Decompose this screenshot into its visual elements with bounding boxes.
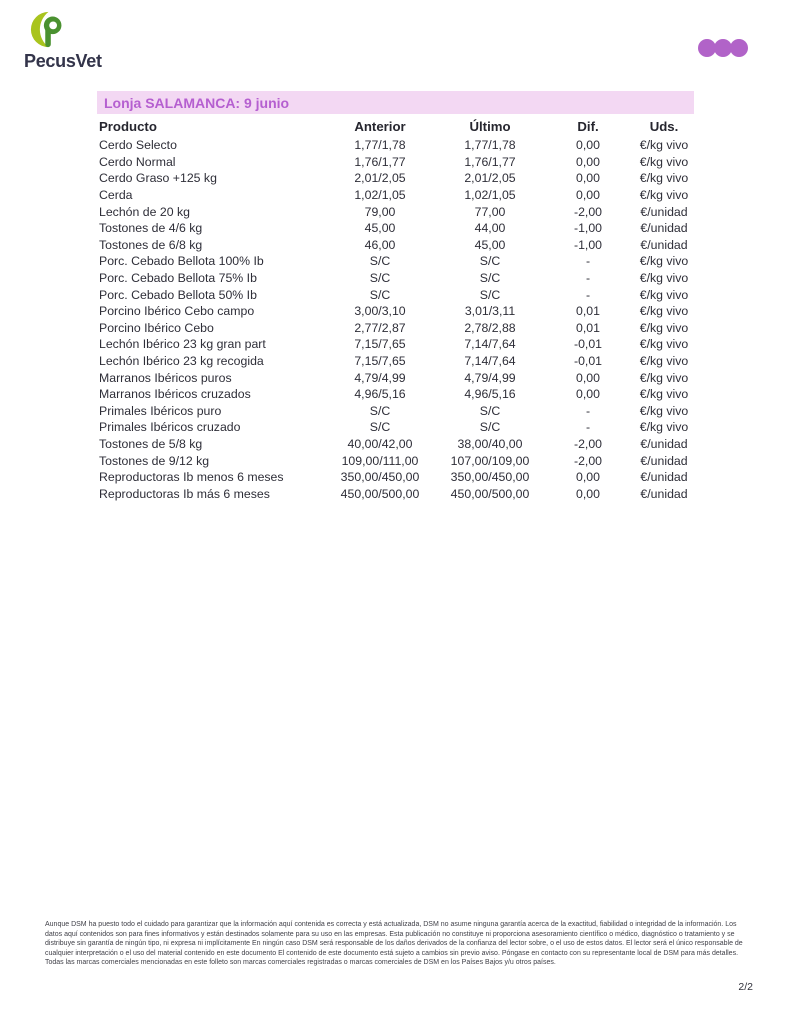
- uds-cell: €/kg vivo: [639, 354, 689, 369]
- anterior-cell: 350,00/450,00: [340, 470, 420, 485]
- table-row: [97, 353, 694, 370]
- dif-cell: -: [585, 420, 591, 435]
- uds-cell: €/unidad: [640, 204, 688, 219]
- uds-cell: €/kg vivo: [639, 370, 689, 385]
- dif-cell: -: [585, 403, 591, 418]
- col-header-anterior: Anterior: [354, 119, 406, 134]
- ultimo-cell: 45,00: [474, 237, 506, 252]
- col-header-uds: Uds.: [649, 119, 679, 134]
- pecusvet-logo-icon: [30, 11, 67, 48]
- table-row: [97, 452, 694, 469]
- ultimo-cell: S/C: [479, 254, 501, 269]
- col-header-producto: Producto: [99, 119, 157, 134]
- price-table-wrap: [97, 116, 694, 502]
- anterior-cell: 109,00/111,00: [341, 453, 419, 468]
- uds-cell: €/kg vivo: [639, 271, 689, 286]
- table-row: [97, 137, 694, 154]
- anterior-cell: 1,76/1,77: [354, 154, 406, 169]
- dif-cell: 0,00: [576, 470, 600, 485]
- producto-cell: Cerdo Selecto: [99, 138, 177, 153]
- table-row: [97, 303, 694, 320]
- producto-cell: Cerda: [99, 188, 133, 203]
- ultimo-cell: S/C: [479, 287, 501, 302]
- footer-disclaimer: Aunque DSM ha puesto todo el cuidado para garantizar que la información aquí contenida es correcta y está actualizada, DSM no asume ninguna garantía acerca de la exactitud, fiabilidad o integridad de la información. Los datos aquí contenidos son para fines informativos y están destinados solamente para su uso en las empresas. Esta publicación no constituye ni proporciona asesoramiento científico o médico, diagnóstico o tratamiento y se distribuye sin garantía de ningún tipo, ni expresa ni implícitamente En ningún caso DSM será responsable de los daños derivados de la confianza del lector sobre, o el uso de estos datos. El lector será el único responsable de cualquier interpretación o el uso del material contenido en este documento El contenido de este documento está sujeto a cambios sin previo aviso. Póngase en contacto con su representante local de DSM para más detalles. Todas las marcas comerciales mencionadas en este folleto son marcas comerciales registradas o marcas comerciales de DSM en los Países Bajos y/u otros países.: [45, 921, 743, 967]
- producto-cell: Porc. Cebado Bellota 75% Ib: [99, 271, 257, 286]
- anterior-cell: 450,00/500,00: [340, 486, 420, 501]
- anterior-cell: 2,77/2,87: [354, 320, 406, 335]
- dif-cell: -: [585, 254, 591, 269]
- table-row: [97, 270, 694, 287]
- dif-cell: -: [585, 287, 591, 302]
- producto-cell: Tostones de 4/6 kg: [99, 221, 203, 236]
- table-row: [97, 485, 694, 502]
- dif-cell: 0,00: [576, 171, 600, 186]
- producto-cell: Tostones de 5/8 kg: [99, 436, 203, 451]
- anterior-cell: 1,02/1,05: [354, 188, 406, 203]
- ultimo-cell: S/C: [479, 271, 501, 286]
- producto-cell: Lechón de 20 kg: [99, 204, 190, 219]
- ultimo-cell: 7,14/7,64: [464, 354, 516, 369]
- producto-cell: Porc. Cebado Bellota 100% Ib: [99, 254, 264, 269]
- anterior-cell: 79,00: [364, 204, 396, 219]
- brand-wordmark: PecusVet: [24, 51, 102, 71]
- dif-cell: 0,01: [576, 304, 600, 319]
- ultimo-cell: 1,02/1,05: [464, 188, 516, 203]
- producto-cell: Reproductoras Ib más 6 meses: [99, 486, 270, 501]
- ultimo-cell: 4,79/4,99: [464, 370, 516, 385]
- uds-cell: €/unidad: [640, 436, 688, 451]
- dif-cell: -: [585, 271, 591, 286]
- ultimo-cell: 3,01/3,11: [464, 304, 516, 319]
- uds-cell: €/kg vivo: [639, 188, 689, 203]
- producto-cell: Tostones de 9/12 kg: [99, 453, 210, 468]
- table-row: [97, 220, 694, 237]
- market-banner-title: Lonja SALAMANCA: 9 junio: [104, 94, 290, 111]
- anterior-cell: 3,00/3,10: [354, 304, 406, 319]
- anterior-cell: 4,79/4,99: [354, 370, 406, 385]
- table-row: [97, 336, 694, 353]
- anterior-cell: 4,96/5,16: [354, 387, 406, 402]
- anterior-cell: 7,15/7,65: [354, 337, 406, 352]
- dif-cell: 0,00: [576, 138, 600, 153]
- dif-cell: -0,01: [573, 337, 603, 352]
- dif-cell: 0,00: [576, 387, 600, 402]
- ultimo-cell: 7,14/7,64: [464, 337, 516, 352]
- table-row: [97, 419, 694, 436]
- producto-cell: Porc. Cebado Bellota 50% Ib: [99, 287, 257, 302]
- producto-cell: Marranos Ibéricos cruzados: [99, 387, 251, 402]
- ultimo-cell: S/C: [479, 420, 501, 435]
- producto-cell: Reproductoras Ib menos 6 meses: [99, 470, 284, 485]
- uds-cell: €/kg vivo: [639, 337, 689, 352]
- dif-cell: 0,00: [576, 486, 600, 501]
- ultimo-cell: 2,01/2,05: [464, 171, 516, 186]
- anterior-cell: 46,00: [364, 237, 396, 252]
- anterior-cell: S/C: [369, 254, 391, 269]
- table-row: [97, 386, 694, 403]
- anterior-cell: 40,00/42,00: [347, 436, 413, 451]
- ultimo-cell: 38,00/40,00: [457, 436, 523, 451]
- ultimo-cell: 2,78/2,88: [464, 320, 516, 335]
- table-header-row: [97, 116, 694, 137]
- uds-cell: €/kg vivo: [639, 304, 689, 319]
- anterior-cell: 45,00: [364, 221, 396, 236]
- anterior-cell: S/C: [369, 271, 391, 286]
- producto-cell: Cerdo Normal: [99, 154, 176, 169]
- producto-cell: Lechón Ibérico 23 kg recogida: [99, 354, 264, 369]
- producto-cell: Porcino Ibérico Cebo campo: [99, 304, 255, 319]
- ultimo-cell: 450,00/500,00: [450, 486, 530, 501]
- producto-cell: Primales Ibéricos cruzado: [99, 420, 241, 435]
- uds-cell: €/unidad: [640, 453, 688, 468]
- table-row: [97, 187, 694, 204]
- page-number: 2/2: [738, 981, 753, 993]
- uds-cell: €/unidad: [640, 221, 688, 236]
- anterior-cell: 2,01/2,05: [354, 171, 406, 186]
- uds-cell: €/kg vivo: [639, 287, 689, 302]
- dif-cell: -2,00: [573, 436, 603, 451]
- decorative-dots: [698, 39, 748, 57]
- table-row: [97, 170, 694, 187]
- dot-icon: [730, 39, 748, 57]
- market-banner: [97, 91, 694, 114]
- table-row: [97, 436, 694, 453]
- uds-cell: €/kg vivo: [639, 154, 689, 169]
- producto-cell: Cerdo Graso +125 kg: [99, 171, 217, 186]
- col-header-dif: Dif.: [577, 119, 599, 134]
- table-row: [97, 286, 694, 303]
- anterior-cell: S/C: [369, 287, 391, 302]
- producto-cell: Marranos Ibéricos puros: [99, 370, 232, 385]
- dif-cell: 0,00: [576, 370, 600, 385]
- dif-cell: 0,01: [576, 320, 600, 335]
- uds-cell: €/kg vivo: [639, 387, 689, 402]
- ultimo-cell: 1,76/1,77: [464, 154, 516, 169]
- ultimo-cell: 77,00: [474, 204, 506, 219]
- ultimo-cell: 4,96/5,16: [464, 387, 516, 402]
- dif-cell: -2,00: [573, 204, 603, 219]
- uds-cell: €/unidad: [640, 237, 688, 252]
- dif-cell: -1,00: [573, 237, 603, 252]
- uds-cell: €/kg vivo: [639, 420, 689, 435]
- table-row: [97, 203, 694, 220]
- ultimo-cell: 107,00/109,00: [450, 453, 530, 468]
- uds-cell: €/kg vivo: [639, 320, 689, 335]
- dif-cell: 0,00: [576, 188, 600, 203]
- producto-cell: Tostones de 6/8 kg: [99, 237, 203, 252]
- anterior-cell: 7,15/7,65: [354, 354, 406, 369]
- price-table: [97, 116, 694, 502]
- table-row: [97, 320, 694, 337]
- anterior-cell: S/C: [369, 403, 391, 418]
- table-row: [97, 403, 694, 420]
- table-row: [97, 253, 694, 270]
- ultimo-cell: 1,77/1,78: [464, 138, 516, 153]
- uds-cell: €/unidad: [640, 470, 688, 485]
- producto-cell: Lechón Ibérico 23 kg gran part: [99, 337, 266, 352]
- dif-cell: 0,00: [576, 154, 600, 169]
- producto-cell: Porcino Ibérico Cebo: [99, 320, 214, 335]
- anterior-cell: S/C: [369, 420, 391, 435]
- uds-cell: €/unidad: [640, 486, 688, 501]
- dif-cell: -2,00: [573, 453, 603, 468]
- ultimo-cell: S/C: [479, 403, 501, 418]
- brand-block: [24, 11, 102, 72]
- table-row: [97, 237, 694, 254]
- uds-cell: €/kg vivo: [639, 171, 689, 186]
- col-header-ultimo: Último: [469, 119, 511, 134]
- uds-cell: €/kg vivo: [639, 403, 689, 418]
- table-row: [97, 154, 694, 171]
- table-row: [97, 469, 694, 486]
- dif-cell: -0,01: [573, 354, 603, 369]
- table-row: [97, 369, 694, 386]
- ultimo-cell: 44,00: [474, 221, 506, 236]
- uds-cell: €/kg vivo: [639, 254, 689, 269]
- anterior-cell: 1,77/1,78: [354, 138, 406, 153]
- producto-cell: Primales Ibéricos puro: [99, 403, 222, 418]
- dif-cell: -1,00: [573, 221, 603, 236]
- uds-cell: €/kg vivo: [639, 138, 689, 153]
- ultimo-cell: 350,00/450,00: [450, 470, 530, 485]
